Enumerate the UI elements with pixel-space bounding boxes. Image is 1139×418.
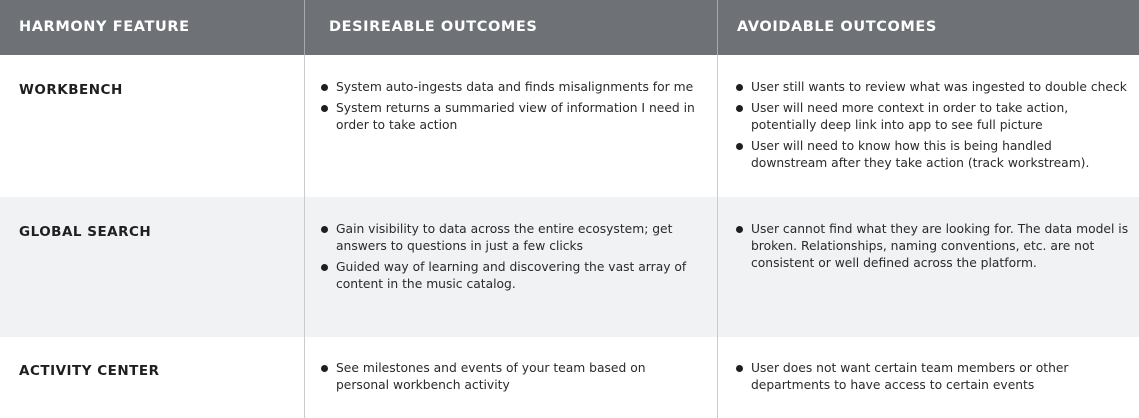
table-row-workbench <box>0 55 1139 197</box>
header-feature: HARMONY FEATURE <box>19 19 190 35</box>
bullet-icon <box>736 105 743 112</box>
desirable-list <box>320 221 700 297</box>
list-item-text: User will need more context in order to take action, potentially deep link into app to see full picture <box>751 101 1069 132</box>
avoidable-list <box>735 79 1130 176</box>
list-item <box>320 360 700 394</box>
feature-name: GLOBAL SEARCH <box>19 224 152 240</box>
table-row-activity-center <box>0 337 1139 418</box>
header-divider <box>304 0 305 55</box>
bullet-icon <box>736 143 743 150</box>
feature-name: WORKBENCH <box>19 82 123 98</box>
list-item <box>320 221 700 255</box>
bullet-icon <box>736 226 743 233</box>
list-item-text: See milestones and events of your team based on personal workbench activity <box>336 361 646 392</box>
header-avoidable: AVOIDABLE OUTCOMES <box>737 19 937 35</box>
list-item-text: Gain visibility to data across the entire ecosystem; get answers to questions in just a few clicks <box>336 222 673 253</box>
feature-name: ACTIVITY CENTER <box>19 363 160 379</box>
avoidable-list <box>735 221 1130 276</box>
list-item-text: User cannot find what they are looking for. The data model is broken. Relationships, naming conventions, etc. are not consistent or well defined across the platform. <box>751 222 1129 270</box>
desirable-list <box>320 79 700 138</box>
bullet-icon <box>736 365 743 372</box>
column-divider <box>304 0 305 418</box>
header-desirable: DESIREABLE OUTCOMES <box>329 19 538 35</box>
bullet-icon <box>321 264 328 271</box>
list-item-text: User still wants to review what was ingested to double check <box>751 80 1127 94</box>
header-divider <box>717 0 718 55</box>
list-item-text: System returns a summaried view of information I need in order to take action <box>336 101 695 132</box>
list-item <box>735 138 1130 172</box>
bullet-icon <box>321 226 328 233</box>
bullet-icon <box>736 84 743 91</box>
list-item-text: User will need to know how this is being handled downstream after they take action (track workstream). <box>751 139 1090 170</box>
table-header <box>0 0 1139 55</box>
bullet-icon <box>321 84 328 91</box>
bullet-icon <box>321 365 328 372</box>
list-item <box>735 79 1130 96</box>
list-item <box>320 100 700 134</box>
avoidable-list <box>735 360 1130 398</box>
list-item-text: User does not want certain team members or other departments to have access to certain events <box>751 361 1069 392</box>
column-divider <box>717 0 718 418</box>
bullet-icon <box>321 105 328 112</box>
desirable-list <box>320 360 700 398</box>
list-item <box>735 360 1130 394</box>
list-item <box>735 221 1130 272</box>
list-item-text: Guided way of learning and discovering the vast array of content in the music catalog. <box>336 260 687 291</box>
table-row-global-search <box>0 197 1139 337</box>
list-item-text: System auto-ingests data and finds misalignments for me <box>336 80 694 94</box>
list-item <box>735 100 1130 134</box>
list-item <box>320 79 700 96</box>
list-item <box>320 259 700 293</box>
